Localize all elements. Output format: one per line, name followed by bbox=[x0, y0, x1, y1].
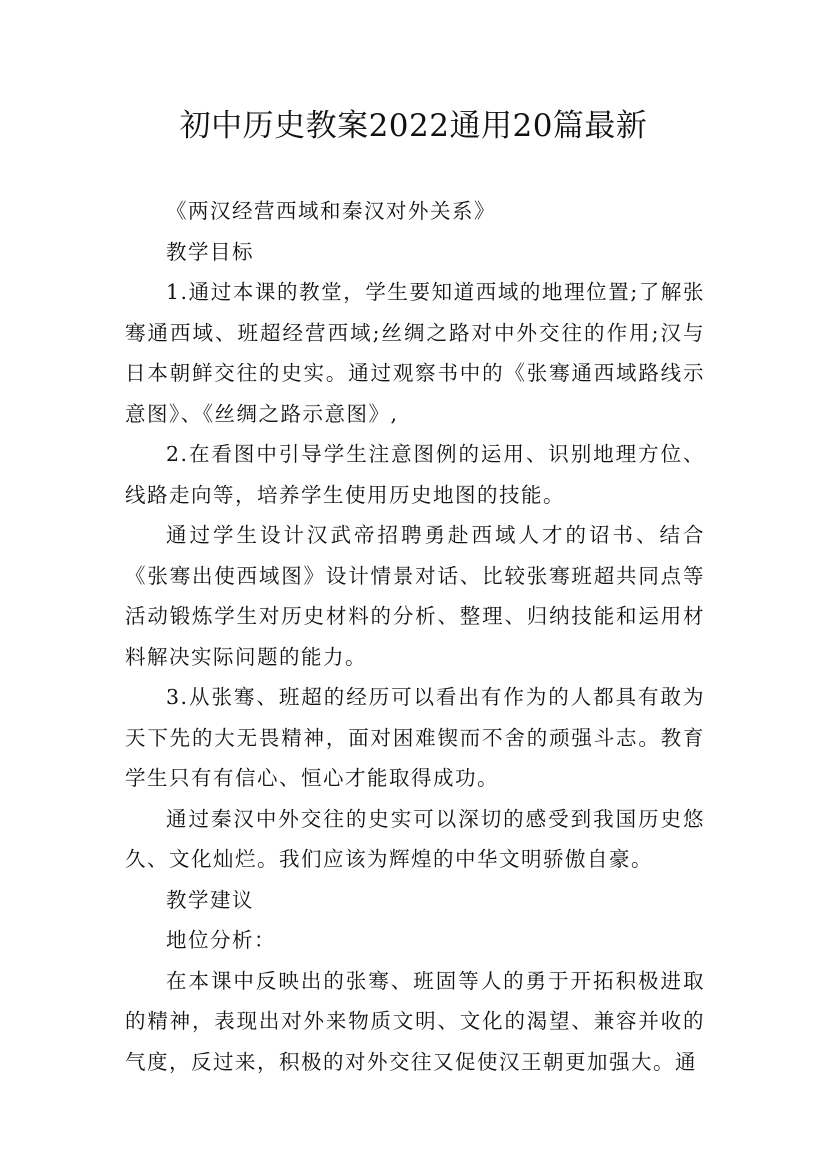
section-heading-objectives: 教学目标 bbox=[166, 239, 254, 264]
section-heading-suggestions: 教学建议 bbox=[166, 887, 254, 912]
paragraph: 通过学生设计汉武帝招聘勇赴西域人才的诏书、结合《张骞出使西域图》设计情景对话、比较张骞班超共同点等活动锻炼学生对历史材料的分析、整理、归纳技能和运用材料解决实际问题的能力。 bbox=[125, 523, 705, 669]
paragraph: 1.通过本课的教堂，学生要知道西域的地理位置;了解张骞通西域、班超经营西域;丝绸之路对中外交往的作用;汉与日本朝鲜交往的史实。通过观察书中的《张骞通西域路线示意图》、《丝绸之路示意图》, bbox=[125, 280, 705, 426]
paragraph: 通过秦汉中外交往的史实可以深切的感受到我国历史悠久、文化灿烂。我们应该为辉煌的中华文明骄傲自豪。 bbox=[125, 806, 705, 871]
section-heading-analysis: 地位分析： bbox=[166, 928, 276, 952]
page-title: 初中历史教案2022通用20篇最新 bbox=[179, 108, 648, 144]
document-body bbox=[125, 191, 705, 1082]
paragraph: 2.在看图中引导学生注意图例的运用、识别地理方位、线路走向等，培养学生使用历史地图的技能。 bbox=[125, 442, 705, 507]
lesson-heading: 《两汉经营西域和秦汉对外关系》 bbox=[166, 199, 496, 223]
paragraph: 在本课中反映出的张骞、班固等人的勇于开拓积极进取的精神，表现出对外来物质文明、文化的渴望、兼容并收的气度，反过来，积极的对外交往又促使汉王朝更加强大。通 bbox=[125, 968, 705, 1074]
paragraph: 3.从张骞、班超的经历可以看出有作为的人都具有敢为天下先的大无畏精神，面对困难锲而不舍的顽强斗志。教育学生只有有信心、恒心才能取得成功。 bbox=[125, 685, 705, 790]
